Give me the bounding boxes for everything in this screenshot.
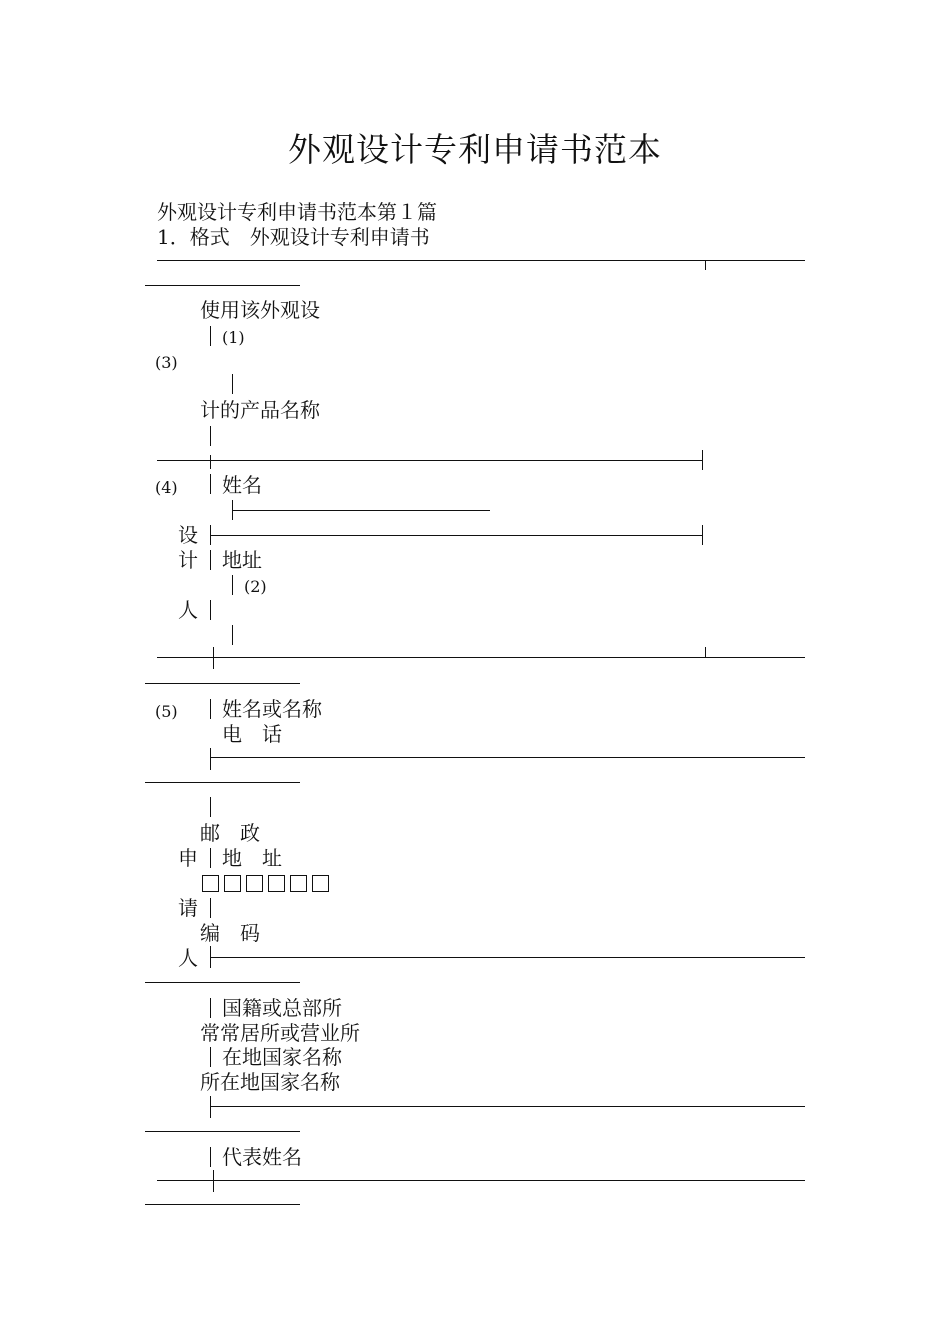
designer-side-label-3: 人 [178,598,198,622]
mark-5: (5) [155,702,178,721]
form-top-rule [157,260,805,261]
designer-side-label-1: 设 [178,523,198,547]
divider-bar [232,575,233,595]
product-section-rule [157,460,703,461]
divider-bar [210,550,211,570]
designer-section-rule [157,657,805,658]
phone-rule [210,757,805,758]
designer-address-rule [210,535,703,536]
address-rule [210,957,805,958]
divider-bar [210,600,211,620]
divider-bar [210,797,211,817]
divider-bar [210,1147,211,1167]
representative-name-label: 代表姓名 [222,1145,302,1169]
phone-label: 电 话 [222,722,282,746]
applicant-name-label: 姓名或名称 [222,697,322,721]
nationality-label-line2: 在地国家名称 [222,1045,342,1069]
divider-bar [210,426,211,446]
top-rule-tick [705,260,706,270]
rule-cross-tick [210,455,211,469]
divider-bar [210,998,211,1018]
representative-rule [157,1180,805,1181]
applicant-side-label-1: 申 [178,846,198,870]
rule-end-tick [705,647,706,657]
residence-label-line2: 所在地国家名称 [200,1070,340,1094]
rule-cross-tick [213,1170,214,1192]
designer-side-label-2: 计 [178,548,198,572]
nationality-label-line1: 国籍或总部所 [222,996,342,1020]
designer-address-label: 地址 [222,548,262,572]
document-subtitle: 外观设计专利申请书范本第１篇 [157,200,437,224]
document-title: 外观设计专利申请书范本 [288,130,662,169]
divider-bar [232,625,233,645]
format-heading: 1．格式 外观设计专利申请书 [157,225,430,249]
mark-2: (2) [244,577,267,596]
divider-bar [210,1047,211,1067]
product-name-label-line1: 使用该外观设 [200,298,320,322]
short-rule [145,683,300,684]
rule-end-tick [702,525,703,545]
divider-bar [210,326,211,346]
rule-end-tick [702,450,703,470]
divider-bar [210,848,211,868]
address-label: 地 址 [222,846,282,870]
postal-code-box[interactable] [224,875,241,892]
divider-bar [210,699,211,719]
residence-label-line1: 常常居所或营业所 [200,1021,360,1045]
nationality-rule [210,1106,805,1107]
short-rule [145,1204,300,1205]
applicant-side-label-3: 人 [178,946,198,970]
divider-bar [210,1096,211,1118]
postal-code-label-line1: 邮 政 [200,821,260,845]
product-name-label-line2: 计的产品名称 [200,398,320,422]
applicant-side-label-2: 请 [178,896,198,920]
postal-code-label-line2: 编 码 [200,921,260,945]
short-rule [145,285,300,286]
designer-name-rule [232,510,490,511]
divider-bar [232,374,233,394]
designer-name-label: 姓名 [222,473,262,497]
mark-3: (3) [155,353,178,372]
short-rule [145,1131,300,1132]
divider-bar [210,748,211,770]
postal-code-box[interactable] [268,875,285,892]
short-rule [145,982,300,983]
postal-code-box[interactable] [312,875,329,892]
divider-bar [210,474,211,494]
rule-cross-tick [213,647,214,669]
divider-bar [210,898,211,918]
postal-code-box[interactable] [290,875,307,892]
mark-1: (1) [222,328,245,347]
postal-code-box[interactable] [246,875,263,892]
mark-4: (4) [155,478,178,497]
postal-code-boxes[interactable] [202,873,334,892]
postal-code-box[interactable] [202,875,219,892]
short-rule [145,782,300,783]
